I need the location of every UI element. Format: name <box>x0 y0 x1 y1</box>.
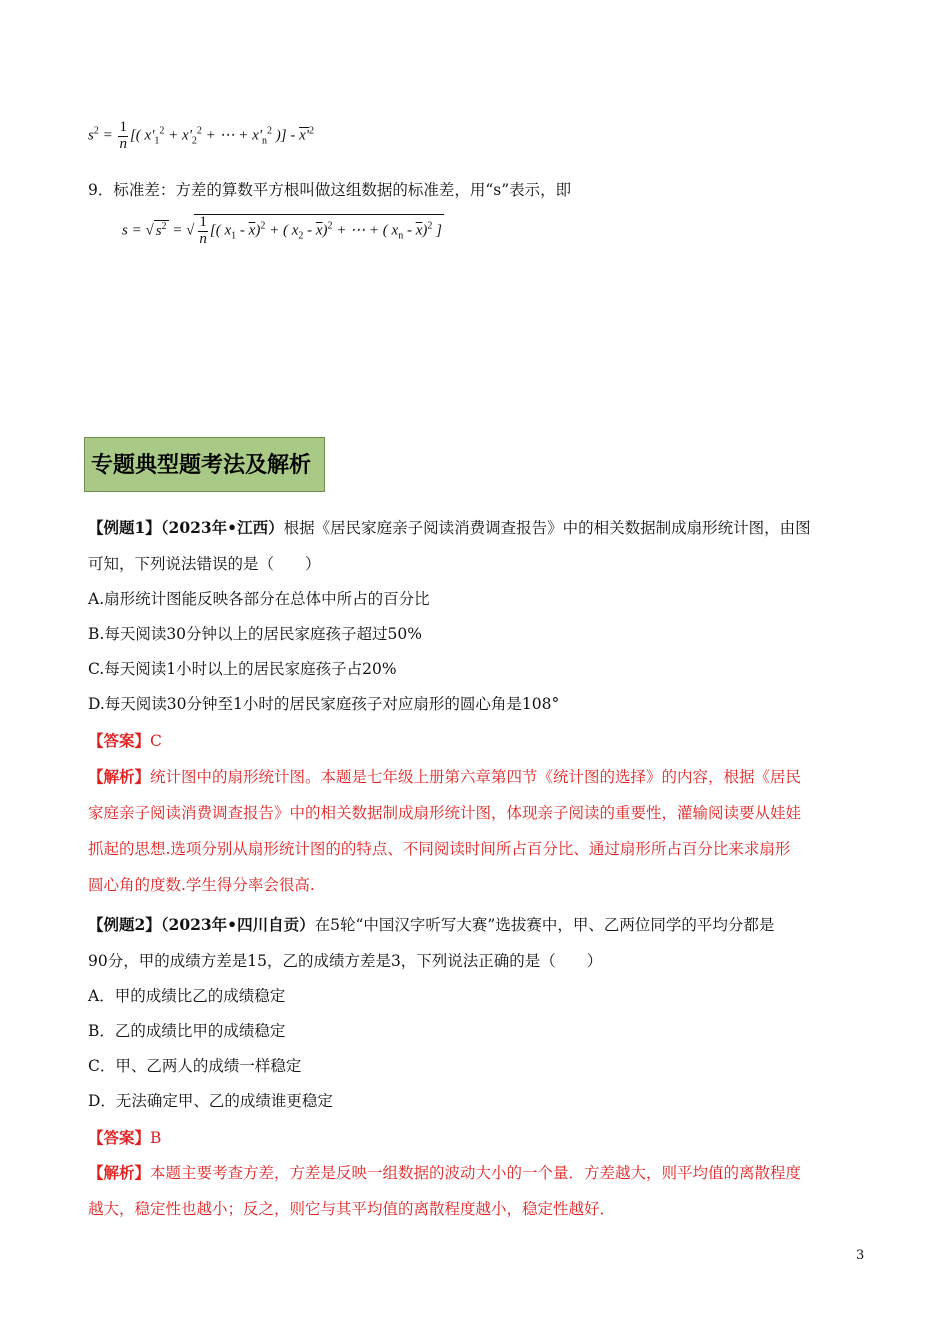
section-title: 专题典型题考法及解析 <box>91 453 312 478</box>
example1-analysis-line1: 统计图中的扇形统计图。本题是七年级上册第六章第四节《统计图的选择》的内容，根据《居民 <box>150 768 802 786</box>
item-9-text: 9．标准差：方差的算数平方根叫做这组数据的标准差，用“s”表示，即 <box>88 181 572 199</box>
example1-source: （2023年•江西） <box>160 518 284 537</box>
example1-analysis-label: 【解析】 <box>88 767 151 786</box>
example1-analysis-line3: 抓起的思想.选项分别从扇形统计图的的特点、不同阅读时间所占百分比、通过扇形所占百分比来求扇形 <box>88 840 791 858</box>
example2-label: 【例题2】 <box>88 915 161 934</box>
example2-options <box>88 979 864 1119</box>
example1-option-c: C.每天阅读1小时以上的居民家庭孩子占20% <box>88 660 397 678</box>
example1-option-d: D.每天阅读30分钟至1小时的居民家庭孩子对应扇形的圆心角是108° <box>88 695 560 713</box>
example1-answer-label: 【答案】 <box>88 731 151 750</box>
example2-answer <box>88 1120 864 1156</box>
example1-question <box>88 510 864 582</box>
example1-analysis-line4: 圆心角的度数.学生得分率会很高. <box>88 876 315 894</box>
example2-analysis-line1: 本题主要考查方差，方差是反映一组数据的波动大小的一个量．方差越大，则平均值的离散程度 <box>150 1164 802 1182</box>
example2-question-line2: 90分，甲的成绩方差是15，乙的成绩方差是3，下列说法正确的是（ ） <box>88 952 603 970</box>
example2-question-line1: 在5轮“中国汉字听写大赛”选拔赛中，甲、乙两位同学的平均分都是 <box>314 916 775 934</box>
example2-option-c: C．甲、乙两人的成绩一样稳定 <box>88 1057 302 1075</box>
section-header <box>84 437 325 492</box>
example2-source: （2023年•四川自贡） <box>160 915 315 934</box>
example1-answer-value: C <box>150 732 162 750</box>
page-number: 3 <box>856 1248 865 1263</box>
example1-analysis-line2: 家庭亲子阅读消费调查报告》中的相关数据制成扇形统计图，体现亲子阅读的重要性，灌输阅读要从娃娃 <box>88 804 802 822</box>
example1-question-line1: 根据《居民家庭亲子阅读消费调查报告》中的相关数据制成扇形统计图，由图 <box>283 519 811 537</box>
example2-option-d: D．无法确定甲、乙的成绩谁更稳定 <box>88 1092 333 1110</box>
example2-question <box>88 907 864 979</box>
std-dev-formula: s = √ $s^2$ = √ $\frac{1}{n}$ [( $x_1 - \overline{x})^2$ + ( $x_2 - \overline{x})^2$ + ⋯ + ( $x_n - \overline{x})^2$ ] <box>122 214 442 247</box>
example2-analysis-label: 【解析】 <box>88 1163 151 1182</box>
example2-option-a: A．甲的成绩比乙的成绩稳定 <box>88 987 286 1005</box>
example1-analysis <box>88 759 864 903</box>
example2-analysis-line2: 越大，稳定性也越小；反之，则它与其平均值的离散程度越小，稳定性越好． <box>88 1200 616 1218</box>
example2-option-b: B．乙的成绩比甲的成绩稳定 <box>88 1022 286 1040</box>
example1-option-b: B.每天阅读30分钟以上的居民家庭孩子超过50% <box>88 625 422 643</box>
example1-question-line2: 可知，下列说法错误的是（ ） <box>88 555 321 573</box>
example2-answer-value: B <box>150 1129 162 1147</box>
example1-option-a: A.扇形统计图能反映各部分在总体中所占的百分比 <box>88 590 430 608</box>
variance-formula: $s^2$ = $\frac{1}{n}$ [( $x'_1^2 + x'_2^2$ + ⋯ + $x'_n^2$ )] - $x'^2$ <box>88 119 314 152</box>
example2-analysis <box>88 1155 864 1227</box>
example1-options <box>88 582 864 722</box>
example1-label: 【例题1】 <box>88 518 161 537</box>
example2-answer-label: 【答案】 <box>88 1128 151 1147</box>
example1-answer <box>88 723 864 759</box>
